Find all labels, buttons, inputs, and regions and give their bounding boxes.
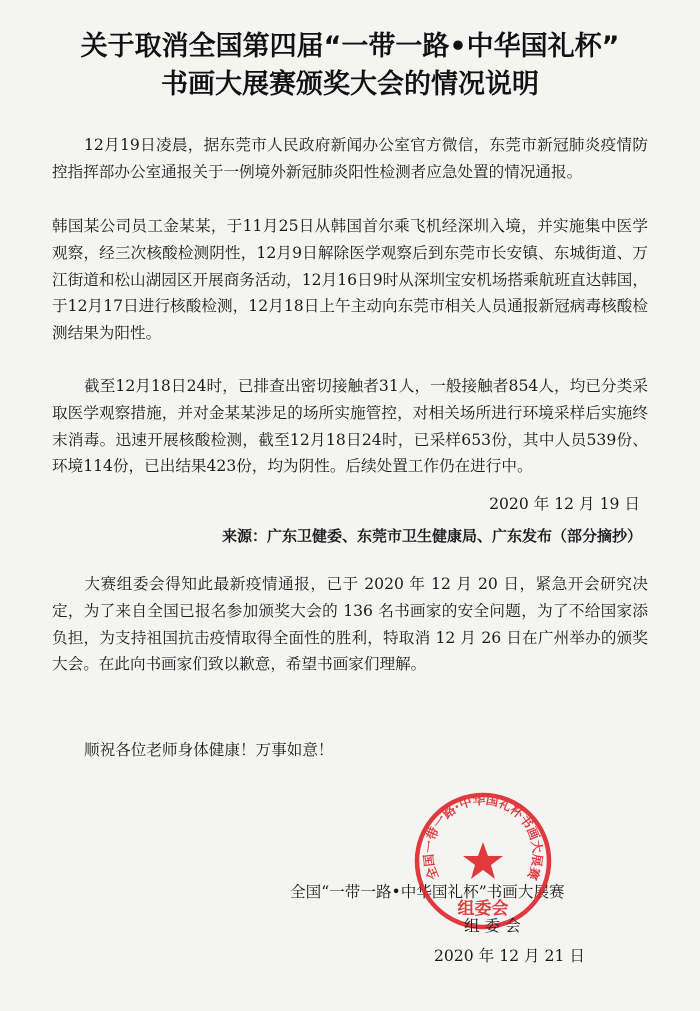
greeting-paragraph bbox=[52, 737, 648, 764]
title-line-2: 书画大展赛颁奖大会的情况说明 bbox=[161, 69, 539, 100]
report-date: 2020 年 12 月 19 日 bbox=[489, 495, 640, 513]
seal-star-icon bbox=[463, 842, 503, 879]
title-line-1: 关于取消全国第四届“一带一路•中华国礼杯” bbox=[80, 31, 620, 62]
decision-text: 大赛组委会得知此最新疫情通报，已于 2020 年 12 月 20 日，紧急开会研究决定，为了来自全国已报名参加颁奖大会的 136 名书画家的安全问题，为了不给国家添负担，为支持祖国抗击疫情取得全面性的胜利，特取消 12 月 26 日在广州举办的颁奖大会。在此向书画家们致以歉意，希望书画家们理解。 bbox=[52, 575, 648, 674]
paragraph-1 bbox=[52, 132, 648, 186]
paragraph-1-text: 12月19日凌晨，据东莞市人民政府新闻办公室官方微信，东莞市新冠肺炎疫情防控指挥部办公室通报关于一例境外新冠肺炎阳性检测者应急处置的情况通报。 bbox=[52, 136, 648, 181]
seal-center-text: 组委会 bbox=[457, 899, 509, 919]
decision-paragraph bbox=[52, 571, 648, 678]
paragraph-2 bbox=[52, 213, 648, 347]
paragraph-2-text: 韩国某公司员工金某某，于11月25日从韩国首尔乘飞机经深圳入境，并实施集中医学观察，经三次核酸检测阴性，12月9日解除医学观察后到东莞市长安镇、东城街道、万江街道和松山湖园区开展商务活动，12月16日9时从深圳宝安机场搭乘航班直达韩国，于12月17日进行核酸检测，12月18日上午主动向东莞市相关人员通报新冠病毒核酸检测结果为阳性。 bbox=[52, 217, 648, 343]
paragraph-3-text: 截至12月18日24时，已排查出密切接触者31人，一般接触者854人，均已分类采取医学观察措施，并对金某某涉足的场所实施管控，对相关场所进行环境采样后实施终末消毒。迅速开展核酸检测，截至12月18日24时，已采样653份，其中人员539份、环境114份，已出结果423份，均为阴性。后续处置工作仍在进行中。 bbox=[52, 377, 648, 476]
paragraph-3 bbox=[52, 373, 648, 480]
greeting-text: 顺祝各位老师身体健康！万事如意！ bbox=[84, 741, 334, 759]
source-line: 来源：广东卫健委、东莞市卫生健康局、广东发布（部分摘抄） bbox=[221, 527, 642, 545]
signature-committee: 组 委 会 bbox=[464, 917, 521, 935]
seal-arc-text: 全国一带一路·中华国礼杯书画大展赛 bbox=[420, 791, 546, 883]
signature-date: 2020 年 12 月 21 日 bbox=[434, 947, 585, 965]
signature-organization: 全国“一带一路•中华国礼杯”书画大展赛 bbox=[290, 883, 565, 901]
official-seal bbox=[412, 790, 554, 932]
